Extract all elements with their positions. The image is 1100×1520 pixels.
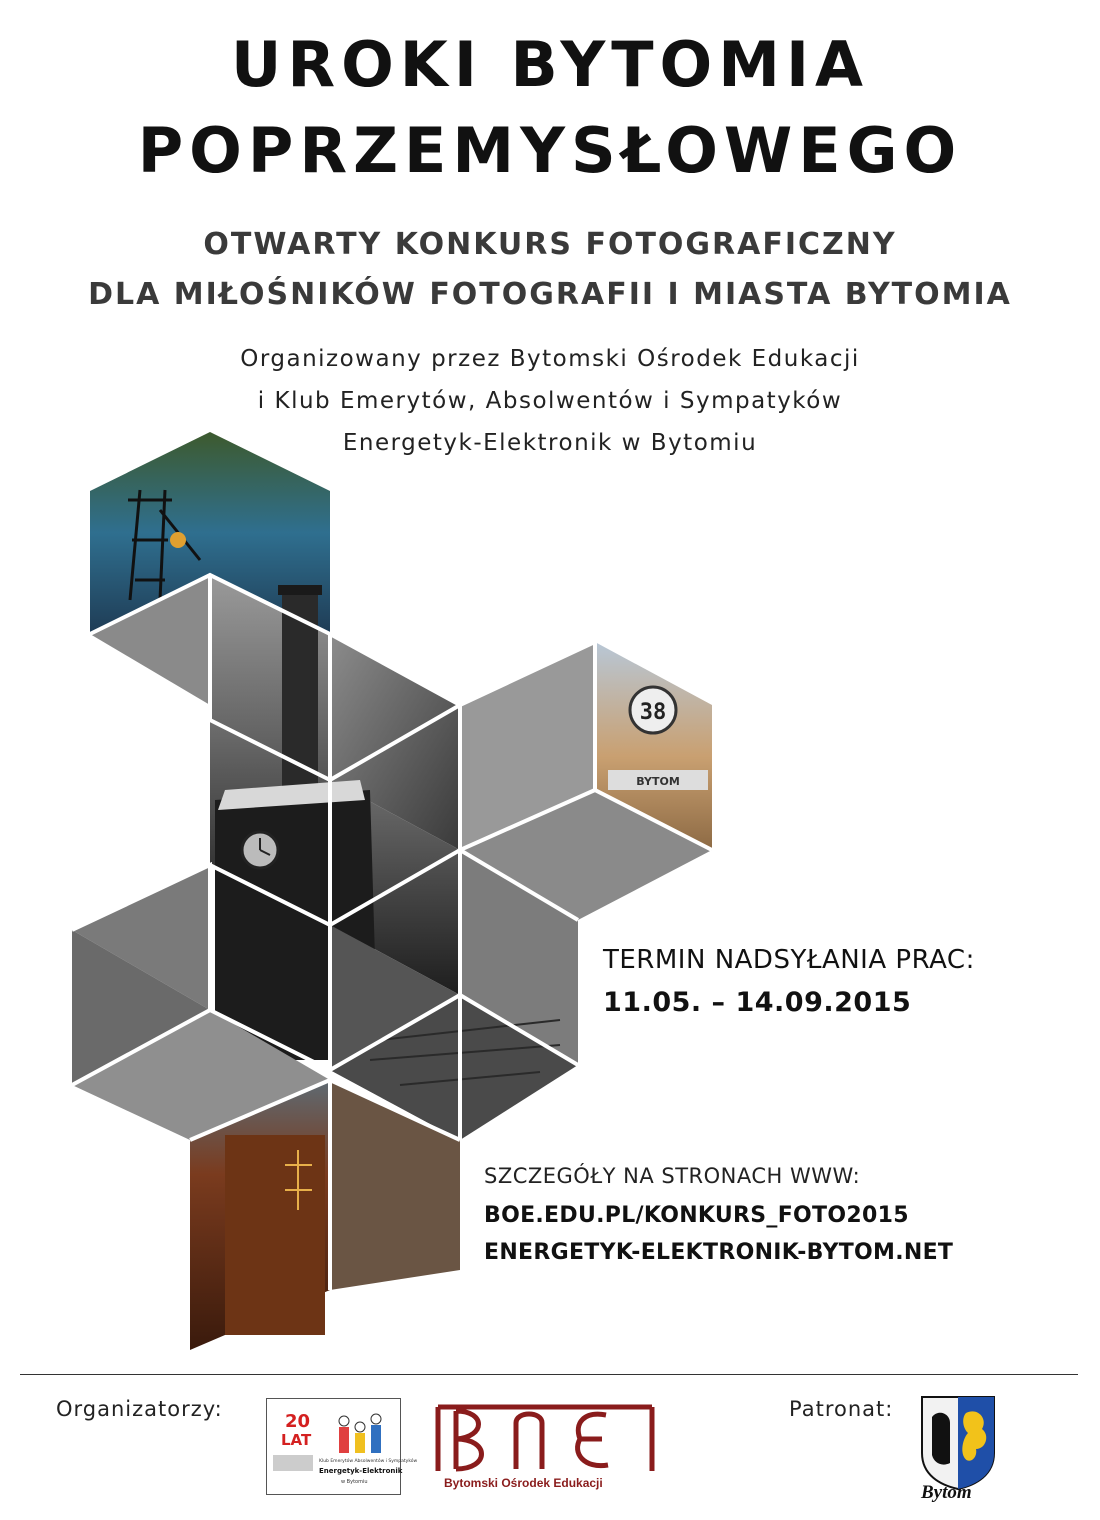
- club-logo-cards: [273, 1455, 313, 1471]
- headframe-light: [170, 532, 186, 548]
- competition-url[interactable]: BOE.EDU.PL/KONKURS_FOTO2015: [484, 1203, 909, 1228]
- club-url[interactable]: ENERGETYK-ELEKTRONIK-BYTOM.NET: [484, 1240, 954, 1265]
- organizer-text-line1: Organizowany przez Bytomski Ośrodek Edukacji: [240, 346, 860, 372]
- deadline-label: TERMIN NADSYŁANIA PRAC:: [603, 945, 975, 975]
- club-logo-text3: w Bytomiu: [341, 1479, 368, 1485]
- boe-logo-mark: [438, 1407, 652, 1471]
- organizers-label: Organizatorzy:: [56, 1397, 223, 1421]
- miner-icon: [932, 1413, 950, 1465]
- organizer-text-line3: Energetyk-Elektronik w Bytomiu: [342, 430, 758, 456]
- subtitle-line2: DLA MIŁOŚNIKÓW FOTOGRAFII I MIASTA BYTOMIA: [88, 277, 1012, 312]
- club-logo-figures: [339, 1414, 381, 1453]
- subtitle-line1: OTWARTY KONKURS FOTOGRAFICZNY: [203, 227, 897, 262]
- patron-label: Patronat:: [789, 1397, 894, 1421]
- poster-title-line2: POPRZEMYSŁOWEGO: [137, 114, 963, 187]
- footer-divider: [20, 1374, 1078, 1375]
- club-logo-text2: Energetyk-Elektronik: [319, 1467, 403, 1475]
- club-logo-badge: 20: [285, 1411, 311, 1432]
- club-logo: [266, 1398, 418, 1495]
- club-logo-text1: Klub Emerytów Absolwentów i Sympatyków: [319, 1459, 418, 1464]
- tram-number: 38: [639, 700, 667, 725]
- bytom-logo-caption: Bytom: [921, 1482, 972, 1503]
- organizer-text-line2: i Klub Emerytów, Absolwentów i Sympatyków: [257, 388, 843, 414]
- poster-title-line1: UROKI BYTOMIA: [231, 28, 869, 101]
- chimney-cap: [278, 585, 322, 595]
- details-label: SZCZEGÓŁY NA STRONACH WWW:: [484, 1164, 861, 1188]
- stop-sign-text: BYTOM: [636, 775, 680, 788]
- deadline-dates: 11.05. – 14.09.2015: [603, 987, 912, 1018]
- club-logo-badge2: LAT: [281, 1431, 312, 1449]
- boe-logo-caption: Bytomski Ośrodek Edukacji: [444, 1476, 603, 1490]
